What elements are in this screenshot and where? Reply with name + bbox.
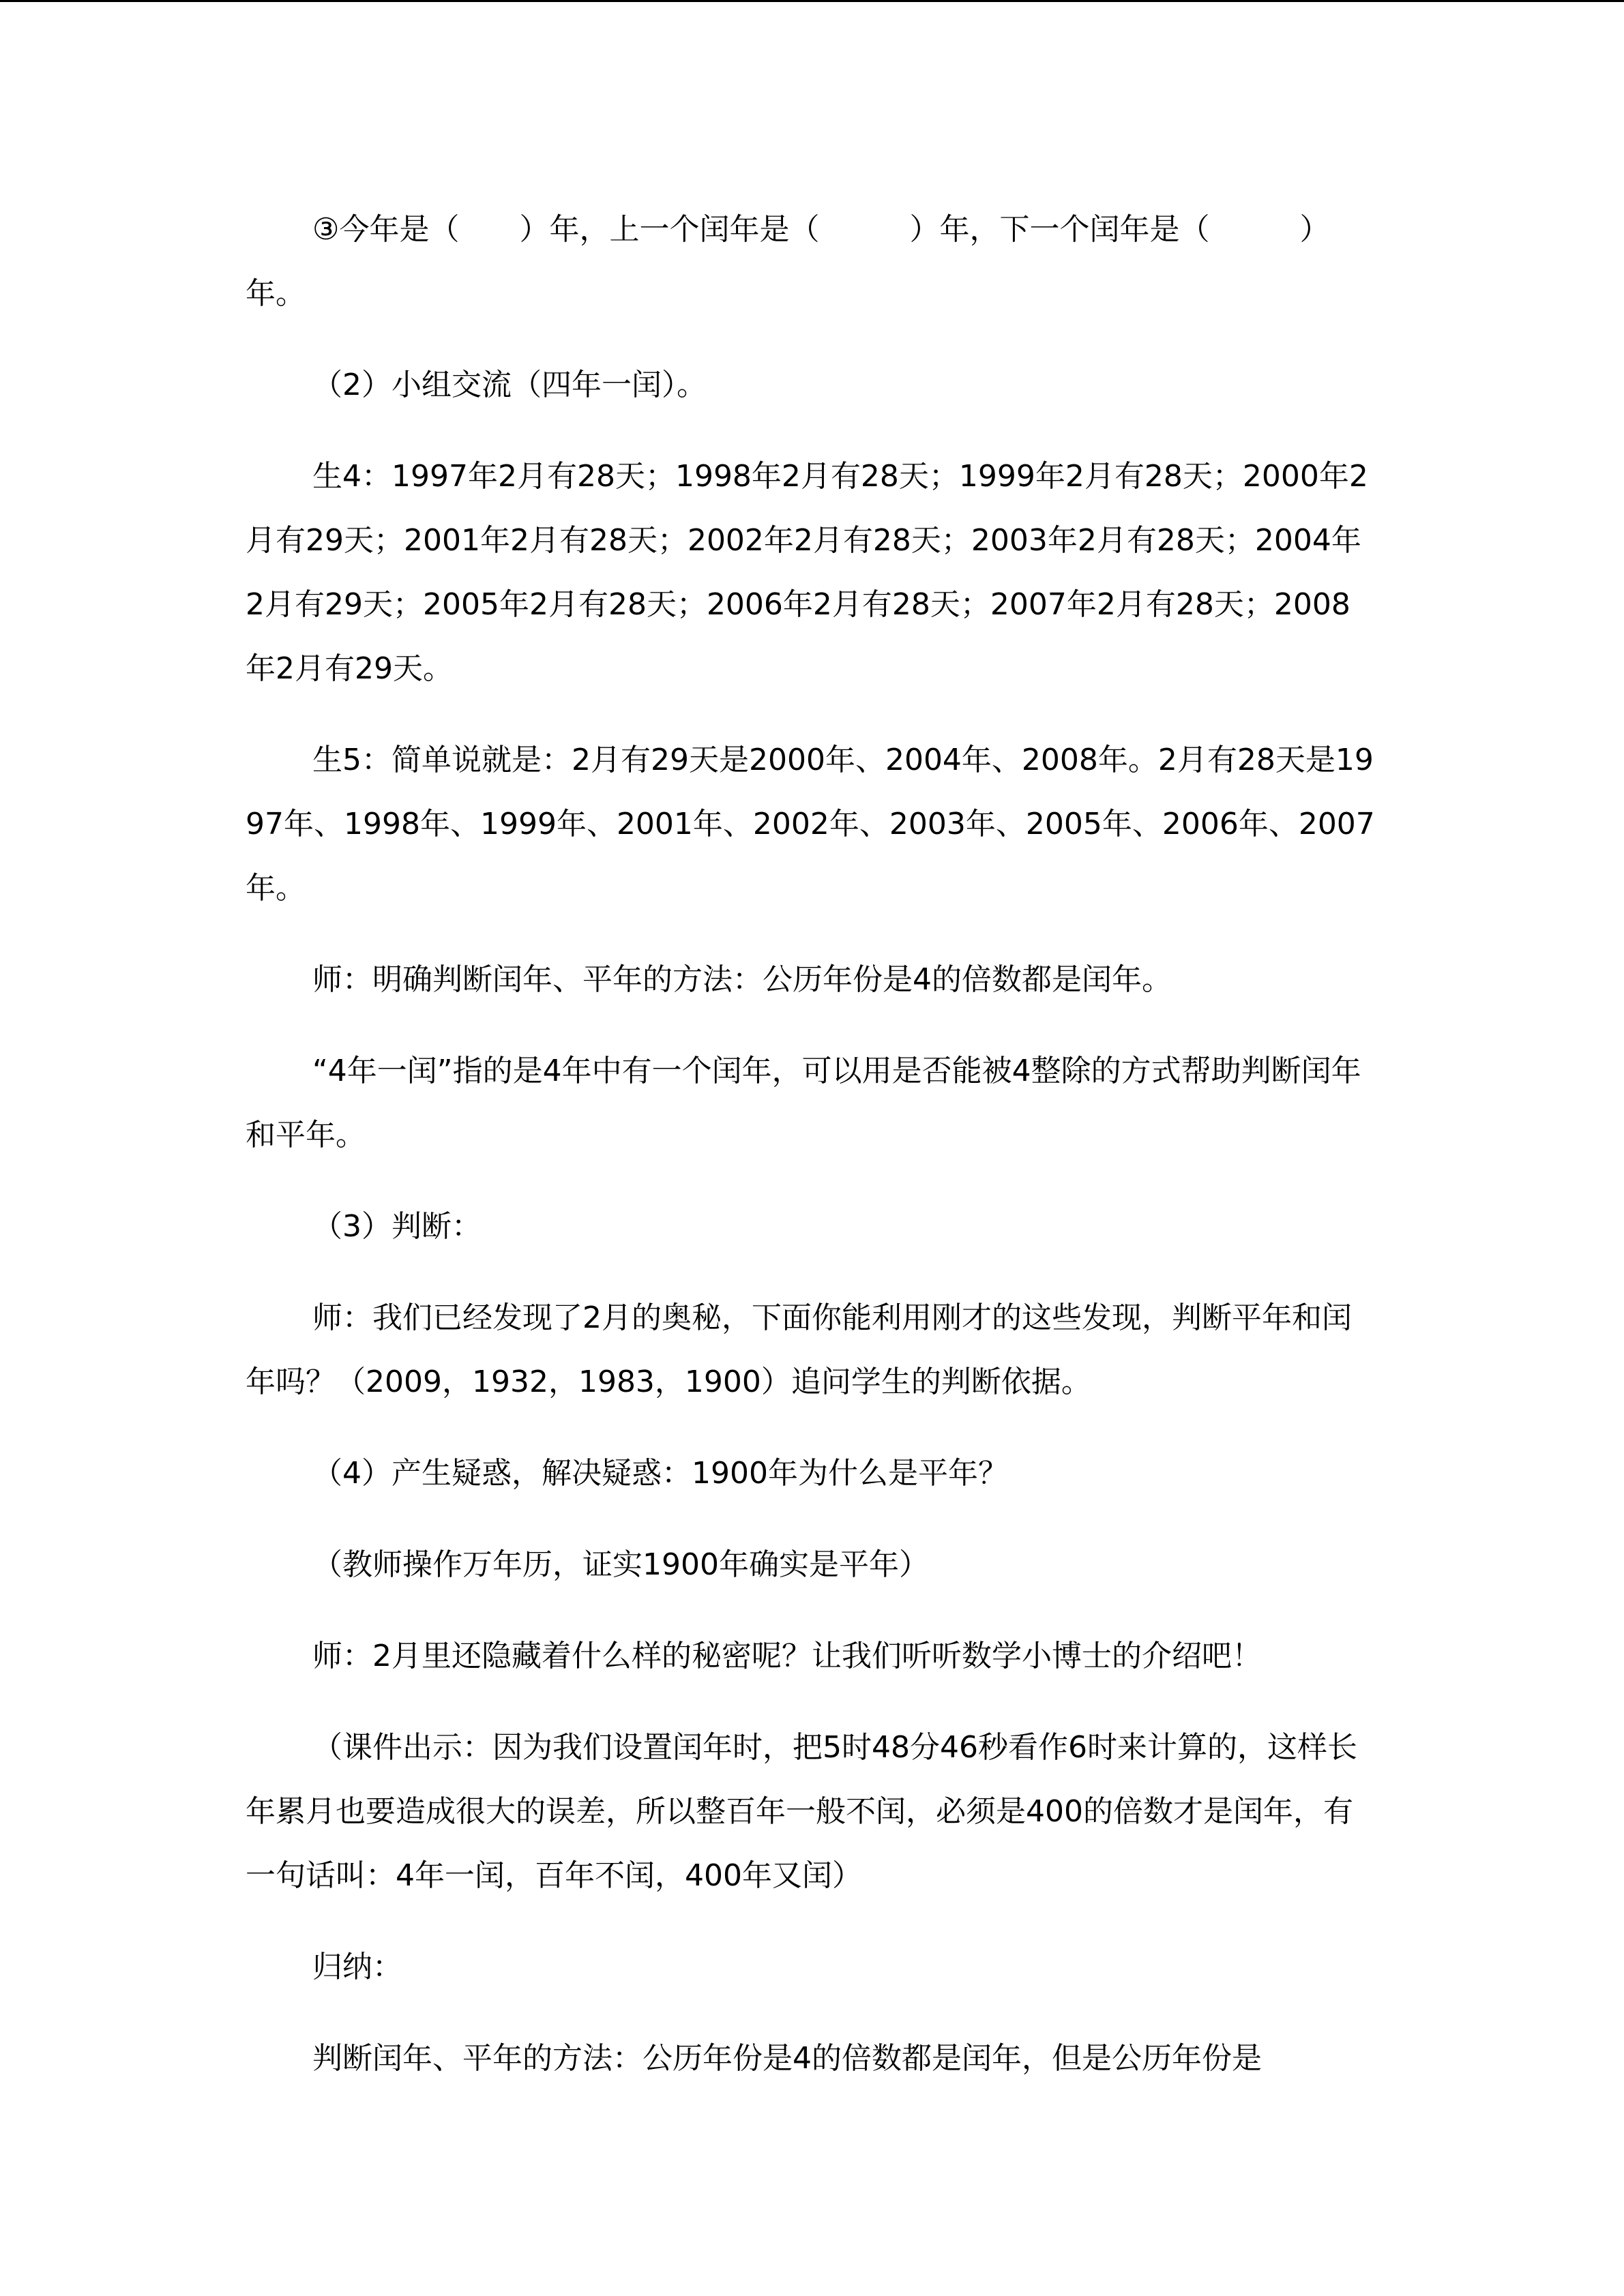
paragraph-teacher-method: 师：明确判断闰年、平年的方法：公历年份是4的倍数都是闰年。 xyxy=(312,962,1172,997)
paragraph-judgment-heading: （3）判断： xyxy=(312,1209,482,1244)
paragraph-gap xyxy=(246,1259,1378,1286)
paragraph-gap xyxy=(246,1167,1378,1195)
paragraph-gap xyxy=(246,326,1378,353)
paragraph-gap xyxy=(246,417,1378,445)
paragraph-gap xyxy=(246,1414,1378,1442)
paragraph-teacher-question: 师：我们已经发现了2月的奥秘，下面你能利用刚才的这些发现，判断平年和闰年吗？（2009，1932，1983，1900）追问学生的判断依据。 xyxy=(246,1300,1352,1399)
paragraph-gap xyxy=(246,921,1378,948)
paragraph-gap xyxy=(246,1012,1378,1039)
paragraph-four-year-rule: “4年一闰”指的是4年中有一个闰年，可以用是否能被4整除的方式帮助判断闰年和平年。 xyxy=(246,1054,1361,1152)
paragraph-gap xyxy=(246,1597,1378,1624)
paragraph-gap xyxy=(246,1688,1378,1716)
paragraph-group-discussion: （2）小组交流（四年一闰）。 xyxy=(312,368,707,402)
paragraph-summary-method: 判断闰年、平年的方法：公历年份是4的倍数都是闰年，但是公历年份是 xyxy=(312,2041,1262,2076)
paragraph-february-secret: 师：2月里还隐藏着什么样的秘密呢？让我们听听数学小博士的介绍吧！ xyxy=(312,1639,1262,1673)
paragraph-gap xyxy=(246,701,1378,728)
paragraph-courseware: （课件出示：因为我们设置闰年时，把5时48分46秒看作6时来计算的，这样长年累月也要造成很大的误差，所以整百年一般不闰，必须是400的倍数才是闰年，有一句话叫：4年一闰，百年不闰，400年又闰） xyxy=(246,1730,1357,1893)
paragraph-doubt: （4）产生疑惑，解决疑惑：1900年为什么是平年？ xyxy=(312,1456,1008,1491)
paragraph-calendar-demo: （教师操作万年历，证实1900年确实是平年） xyxy=(312,1547,929,1582)
paragraph-blank-years: ③今年是（ ）年，上一个闰年是（ ）年，下一个闰年是（ ）年。 xyxy=(246,212,1330,311)
paragraph-student-4: 生4：1997年2月有28天；1998年2月有28天；1999年2月有28天；2000年2月有29天；2001年2月有28天；2002年2月有28天；2003年2月有28天；2004年2月有29天；2005年2月有28天；2006年2月有28天；2007年2月有28天；2008年2月有29天。 xyxy=(246,459,1368,686)
paragraph-gap xyxy=(246,1999,1378,2027)
paragraph-gap xyxy=(246,1506,1378,1533)
paragraph-summary-heading: 归纳： xyxy=(312,1950,402,1984)
top-border-line xyxy=(0,0,1624,2)
paragraph-gap xyxy=(246,1908,1378,1935)
paragraph-student-5: 生5：简单说就是：2月有29天是2000年、2004年、2008年。2月有28天是1997年、1998年、1999年、2001年、2002年、2003年、2005年、2006年、2007年。 xyxy=(246,743,1375,906)
document-body xyxy=(246,198,1378,2091)
